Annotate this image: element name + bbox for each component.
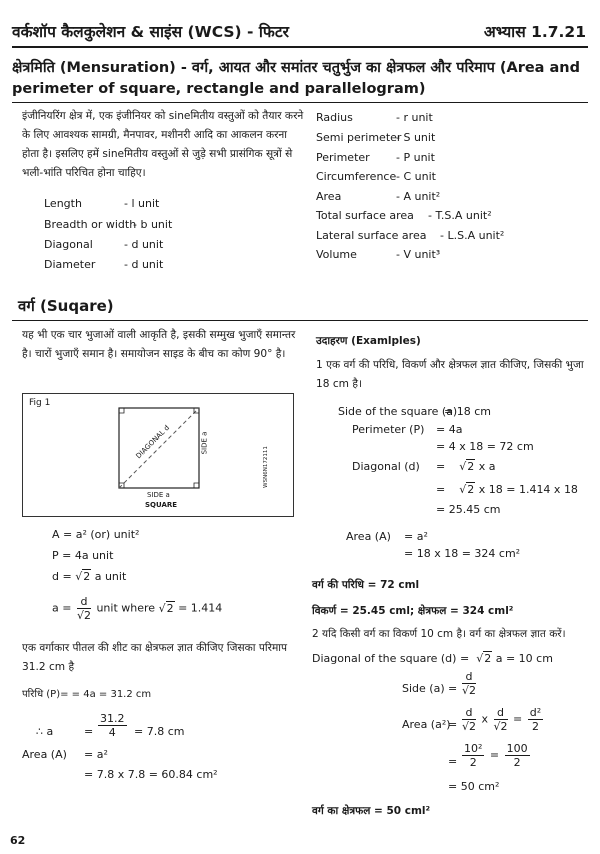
- radicand: 2: [83, 570, 91, 583]
- ex2-side-fraction: [460, 670, 478, 697]
- square-description: यह भी एक चार भुजाओं वाली आकृति है, इसकी सम्मुख भुजाएँ समान्तर है। चारों भुजाएँ समान है। समायोजन साइड के बीच का कोण 90° है।: [22, 329, 296, 360]
- radicand: 2: [467, 483, 475, 496]
- equals: =: [436, 460, 446, 473]
- fraction: [462, 706, 476, 733]
- numerator: d: [77, 595, 91, 609]
- ex-diagonal-label: Diagonal (d): [352, 460, 420, 473]
- denominator: 4: [108, 726, 116, 739]
- symbols-left: [44, 197, 304, 277]
- side-vertical-label: SIDE a: [200, 431, 209, 455]
- numerator: 10²: [464, 742, 483, 755]
- problem-brass-sheet: एक वर्गाकार पीतल की शीट का क्षेत्रफल ज्ञात कीजिए जिसका परिमाप 31.2 cm है: [22, 642, 288, 673]
- fraction: [77, 595, 91, 622]
- equals: =: [436, 483, 446, 496]
- formula-text: a =: [52, 601, 75, 615]
- formula-diagonal: [52, 570, 126, 583]
- radicand: 2: [166, 601, 174, 615]
- answer-perimeter: वर्ग की परिधि = 72 cml: [312, 579, 420, 591]
- problem-a-label: ∴ a: [36, 725, 54, 738]
- ex2-side-label: Side (a): [402, 682, 445, 695]
- problem-area-step: = a²: [84, 748, 108, 761]
- formula-text: x 18 = 1.414 x 18: [475, 483, 578, 496]
- denominator: 2: [531, 720, 539, 733]
- symbol-value: - T.S.A unit²: [428, 209, 492, 222]
- problem-perimeter: परिधि (P)= = 4a = 31.2 cm: [22, 689, 152, 700]
- sqrt-symbol: √2: [75, 570, 91, 583]
- ex-side-value: = 18 cm: [444, 405, 491, 418]
- example-question-2: 2 यदि किसी वर्ग का विकर्ण 10 cm है। वर्ग का क्षेत्रफल ज्ञात करें।: [312, 628, 566, 640]
- intro-paragraph: इंजीनियरिंग क्षेत्र में, एक इंजीनियर को sineमितीय वस्तुओं को तैयार करने के लिए आवश्यक सामग्री, मैनपावर, मशीनरी आदि का आकलन करना होता है। इसलिए हमें sineमितीय वस्तुओं से जुड़े सभी प्रासंगिक सूत्रों से भली-भांति परिचित होना चाहिए।: [22, 110, 304, 179]
- page-number: 62: [10, 834, 26, 847]
- symbol-value: - S unit: [396, 131, 436, 144]
- symbol-value: - d unit: [124, 238, 164, 251]
- fraction: [96, 712, 129, 739]
- ex2-area-label: Area (a²): [402, 718, 451, 731]
- diagonal-label: DIAGONAL d: [134, 423, 172, 461]
- right-angle-mark: [194, 483, 199, 488]
- symbols-right: [316, 111, 586, 271]
- denominator: √2: [462, 684, 477, 697]
- equals: =: [513, 712, 523, 726]
- numerator: d: [462, 670, 476, 684]
- symbol-key: Perimeter: [316, 151, 370, 164]
- example-question-1: 1 एक वर्ग की परिधि, विकर्ण और क्षेत्रफल ज्ञात कीजिए, जिसकी भुजा 18 cm है।: [316, 359, 584, 390]
- sqrt-symbol: √2: [158, 601, 174, 615]
- section-heading: वर्ग (Suqare): [18, 297, 114, 315]
- ex-perimeter-step: = 4a: [436, 423, 463, 436]
- numerator: d²: [529, 706, 542, 719]
- ex2-area-expression: [460, 706, 545, 733]
- sqrt-symbol: √2: [459, 483, 475, 496]
- symbol-value: - r unit: [396, 111, 433, 124]
- radicand: 2: [467, 460, 475, 473]
- symbol-value: - l unit: [124, 197, 160, 210]
- formula-area: A = a² (or) unit²: [52, 528, 140, 541]
- symbol-key: Breadth or width: [44, 218, 137, 231]
- figure-code: WSN6N172111: [262, 446, 269, 488]
- ex2-area-eq: =: [448, 718, 458, 731]
- times-sign: x: [481, 712, 489, 726]
- symbol-key: Semi perimeter: [316, 131, 402, 144]
- answer-diagonal-area: विकर्ण = 25.45 cml; क्षेत्रफल = 324 cml²: [312, 605, 514, 617]
- symbol-value: - L.S.A unit²: [440, 229, 505, 242]
- symbol-key: Total surface area: [316, 209, 414, 222]
- ex-area-label: Area (A): [346, 530, 391, 543]
- fraction: [528, 706, 543, 733]
- ex-diagonal-step-2: [436, 483, 578, 496]
- ex2-diagonal-value: [460, 652, 553, 665]
- right-angle-mark: [119, 408, 124, 413]
- denominator: √2: [76, 609, 91, 622]
- symbol-value: - C unit: [396, 170, 436, 183]
- formula-text: x a: [475, 460, 496, 473]
- numerator: 100: [506, 742, 528, 755]
- page-header: [12, 18, 586, 44]
- ex-side-label: Side of the square (a): [338, 405, 458, 418]
- symbol-key: Length: [44, 197, 82, 210]
- formula-text: d =: [52, 570, 76, 583]
- fraction: [462, 670, 476, 697]
- symbol-key: Lateral surface area: [316, 229, 427, 242]
- fraction: [462, 742, 484, 769]
- equals: =: [489, 748, 500, 762]
- ex2-diagonal-label: Diagonal of the square (d): [312, 652, 457, 665]
- symbol-key: Area: [316, 190, 342, 203]
- diagonal-line: [119, 408, 199, 488]
- symbol-value: - V unit³: [396, 248, 441, 261]
- equals: =: [460, 652, 470, 665]
- symbol-value: - d unit: [124, 258, 164, 271]
- symbol-value: - P unit: [396, 151, 435, 164]
- fraction-body: [98, 712, 127, 739]
- answer-area: वर्ग का क्षेत्रफल = 50 cml²: [312, 805, 431, 817]
- ex-diagonal-step-1: [436, 460, 495, 473]
- symbol-key: Circumference: [316, 170, 397, 183]
- header-rule: [12, 46, 588, 48]
- ex2-side-eq: =: [448, 682, 458, 695]
- formula-perimeter: P = 4a unit: [52, 549, 114, 562]
- formula-text: unit where: [92, 601, 159, 615]
- symbol-key: Diagonal: [44, 238, 93, 251]
- header-exercise-number: अभ्यास 1.7.21: [483, 23, 586, 41]
- title-rule: [12, 102, 588, 103]
- radicand: 2: [484, 652, 492, 665]
- ex-perimeter-result: = 4 x 18 = 72 cm: [436, 440, 534, 453]
- denominator: √2: [462, 720, 477, 733]
- problem-a-result: = 7.8 cm: [134, 725, 185, 738]
- section-rule: [12, 320, 588, 321]
- denominator: 2: [513, 756, 521, 769]
- fraction: [505, 742, 530, 769]
- symbol-value: - b unit: [133, 218, 173, 231]
- figure-square: [22, 393, 294, 517]
- problem-a-eq: =: [84, 725, 94, 738]
- denominator: 2: [469, 756, 477, 769]
- problem-area-result: = 7.8 x 7.8 = 60.84 cm²: [84, 768, 218, 781]
- sqrt-symbol: √2: [476, 652, 492, 665]
- figure-label: Fig 1: [29, 398, 51, 408]
- side-horizontal-label: SIDE a: [147, 491, 170, 499]
- ex-area-step: = a²: [404, 530, 428, 543]
- fraction: [494, 706, 508, 733]
- numerator: d: [494, 706, 508, 720]
- symbol-key: Volume: [316, 248, 357, 261]
- ex2-final-value: = 50 cm²: [448, 780, 500, 793]
- numerator: d: [462, 706, 476, 720]
- problem-area-label: Area (A): [22, 748, 67, 761]
- formula-side: [52, 595, 222, 622]
- sqrt-symbol: √2: [459, 460, 475, 473]
- formula-text: = 1.414: [174, 601, 223, 615]
- ex-diagonal-result: = 25.45 cm: [436, 503, 501, 516]
- figure-caption: SQUARE: [145, 501, 178, 509]
- ex2-result-expression: [460, 742, 532, 769]
- symbol-key: Radius: [316, 111, 353, 124]
- numerator: 31.2: [100, 712, 125, 725]
- ex2-result-eq: =: [448, 755, 458, 768]
- page-title: क्षेत्रमिति (Mensuration) - वर्ग, आयत और समांतर चतुर्भुज का क्षेत्रफल और परिमाप (Area and perimeter of square, rectangle and parallelogram): [12, 60, 581, 97]
- ex-area-result: = 18 x 18 = 324 cm²: [404, 547, 521, 560]
- symbol-value: - A unit²: [396, 190, 441, 203]
- formula-text: a unit: [91, 570, 127, 583]
- formula-text: a = 10 cm: [492, 652, 553, 665]
- denominator: √2: [493, 720, 508, 733]
- ex-perimeter-label: Perimeter (P): [352, 423, 425, 436]
- example-heading: उदाहरण (Examlples): [316, 335, 421, 347]
- symbol-key: Diameter: [44, 258, 96, 271]
- header-book-title: वर्कशॉप कैलकुलेशन & साइंस (WCS) - फिटर: [12, 23, 289, 41]
